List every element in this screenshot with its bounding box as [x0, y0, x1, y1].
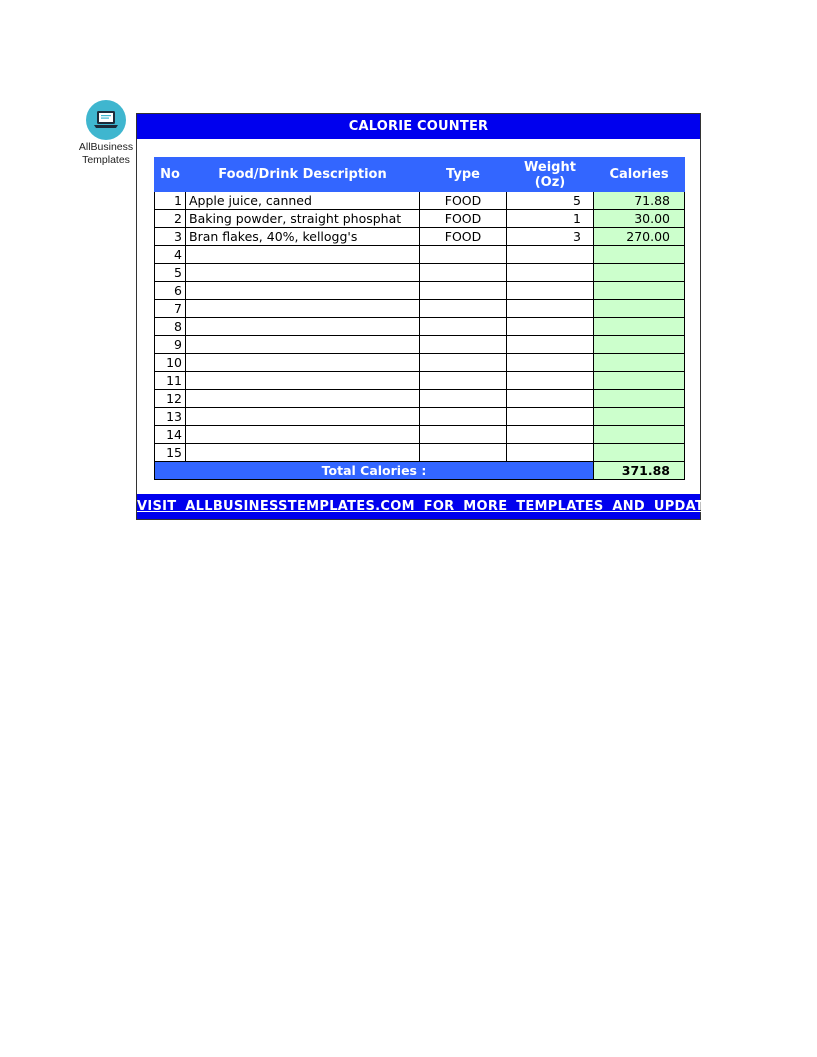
weight-cell[interactable] — [507, 336, 594, 354]
table-row — [155, 408, 685, 426]
header-description: Food/Drink Description — [186, 158, 420, 192]
weight-cell[interactable] — [507, 318, 594, 336]
row-number: 2 — [155, 210, 186, 228]
type-cell[interactable] — [420, 354, 507, 372]
table-row — [155, 318, 685, 336]
row-number: 9 — [155, 336, 186, 354]
table-row — [155, 246, 685, 264]
total-row — [155, 462, 685, 480]
type-cell[interactable]: FOOD — [420, 192, 507, 210]
header-weight-line2: (Oz) — [534, 174, 566, 190]
header-calories: Calories — [594, 158, 685, 192]
row-number: 3 — [155, 228, 186, 246]
weight-cell[interactable]: 5 — [507, 192, 594, 210]
food-description-cell[interactable]: Apple juice, canned — [186, 192, 420, 210]
type-cell[interactable] — [420, 390, 507, 408]
calories-cell[interactable]: 270.00 — [594, 228, 685, 246]
logo-text-line2: Templates — [82, 154, 130, 166]
food-description-cell[interactable]: Baking powder, straight phosphat — [186, 210, 420, 228]
food-description-cell[interactable] — [186, 300, 420, 318]
table-row — [155, 336, 685, 354]
weight-cell[interactable] — [507, 390, 594, 408]
table-row — [155, 444, 685, 462]
calories-cell[interactable] — [594, 318, 685, 336]
food-description-cell[interactable] — [186, 408, 420, 426]
weight-cell[interactable] — [507, 372, 594, 390]
table-row — [155, 300, 685, 318]
table-row — [155, 264, 685, 282]
logo-text-line1: AllBusiness — [78, 141, 134, 153]
row-number: 4 — [155, 246, 186, 264]
total-calories-label: Total Calories : — [155, 462, 594, 480]
table-row — [155, 354, 685, 372]
row-number: 13 — [155, 408, 186, 426]
food-description-cell[interactable] — [186, 354, 420, 372]
food-description-cell[interactable] — [186, 318, 420, 336]
row-number: 15 — [155, 444, 186, 462]
type-cell[interactable] — [420, 246, 507, 264]
table-row — [155, 192, 685, 210]
allbusiness-logo — [76, 100, 136, 166]
type-cell[interactable] — [420, 372, 507, 390]
type-cell[interactable] — [420, 300, 507, 318]
calories-cell[interactable] — [594, 444, 685, 462]
calories-cell[interactable]: 71.88 — [594, 192, 685, 210]
weight-cell[interactable] — [507, 408, 594, 426]
weight-cell[interactable] — [507, 300, 594, 318]
row-number: 10 — [155, 354, 186, 372]
calories-cell[interactable] — [594, 390, 685, 408]
table-row — [155, 282, 685, 300]
food-description-cell[interactable] — [186, 372, 420, 390]
table-row — [155, 210, 685, 228]
header-weight — [507, 158, 594, 192]
calories-cell[interactable] — [594, 300, 685, 318]
weight-cell[interactable] — [507, 444, 594, 462]
type-cell[interactable]: FOOD — [420, 228, 507, 246]
calories-cell[interactable] — [594, 372, 685, 390]
food-description-cell[interactable] — [186, 336, 420, 354]
website-link[interactable]: VISIT ALLBUSINESSTEMPLATES.COM FOR MORE TEMPLATES AND UPDATES — [137, 494, 700, 519]
calories-cell[interactable]: 30.00 — [594, 210, 685, 228]
food-description-cell[interactable]: Bran flakes, 40%, kellogg's — [186, 228, 420, 246]
type-cell[interactable] — [420, 264, 507, 282]
type-cell[interactable]: FOOD — [420, 210, 507, 228]
laptop-icon — [86, 100, 126, 140]
row-number: 1 — [155, 192, 186, 210]
row-number: 12 — [155, 390, 186, 408]
type-cell[interactable] — [420, 444, 507, 462]
calories-cell[interactable] — [594, 354, 685, 372]
weight-cell[interactable]: 1 — [507, 210, 594, 228]
type-cell[interactable] — [420, 318, 507, 336]
type-cell[interactable] — [420, 426, 507, 444]
food-description-cell[interactable] — [186, 444, 420, 462]
weight-cell[interactable]: 3 — [507, 228, 594, 246]
table-row — [155, 390, 685, 408]
food-description-cell[interactable] — [186, 426, 420, 444]
header-weight-line1: Weight — [524, 159, 576, 175]
calorie-table — [154, 157, 685, 480]
calories-cell[interactable] — [594, 426, 685, 444]
row-number: 7 — [155, 300, 186, 318]
calories-cell[interactable] — [594, 282, 685, 300]
page-title: CALORIE COUNTER — [137, 114, 700, 139]
row-number: 8 — [155, 318, 186, 336]
row-number: 14 — [155, 426, 186, 444]
row-number: 6 — [155, 282, 186, 300]
type-cell[interactable] — [420, 336, 507, 354]
calories-cell[interactable] — [594, 408, 685, 426]
table-row — [155, 372, 685, 390]
weight-cell[interactable] — [507, 282, 594, 300]
calories-cell[interactable] — [594, 336, 685, 354]
row-number: 5 — [155, 264, 186, 282]
calorie-counter-sheet — [136, 113, 723, 520]
food-description-cell[interactable] — [186, 390, 420, 408]
food-description-cell[interactable] — [186, 246, 420, 264]
table-header-row — [155, 158, 685, 192]
weight-cell[interactable] — [507, 426, 594, 444]
food-description-cell[interactable] — [186, 264, 420, 282]
food-description-cell[interactable] — [186, 282, 420, 300]
calories-cell[interactable] — [594, 264, 685, 282]
calories-cell[interactable] — [594, 246, 685, 264]
weight-cell[interactable] — [507, 354, 594, 372]
header-type: Type — [420, 158, 507, 192]
weight-cell[interactable] — [507, 246, 594, 264]
type-cell[interactable] — [420, 282, 507, 300]
table-row — [155, 228, 685, 246]
total-calories-value[interactable]: 371.88 — [594, 462, 685, 480]
row-number: 11 — [155, 372, 186, 390]
header-no: No — [155, 158, 186, 192]
table-row — [155, 426, 685, 444]
type-cell[interactable] — [420, 408, 507, 426]
weight-cell[interactable] — [507, 264, 594, 282]
